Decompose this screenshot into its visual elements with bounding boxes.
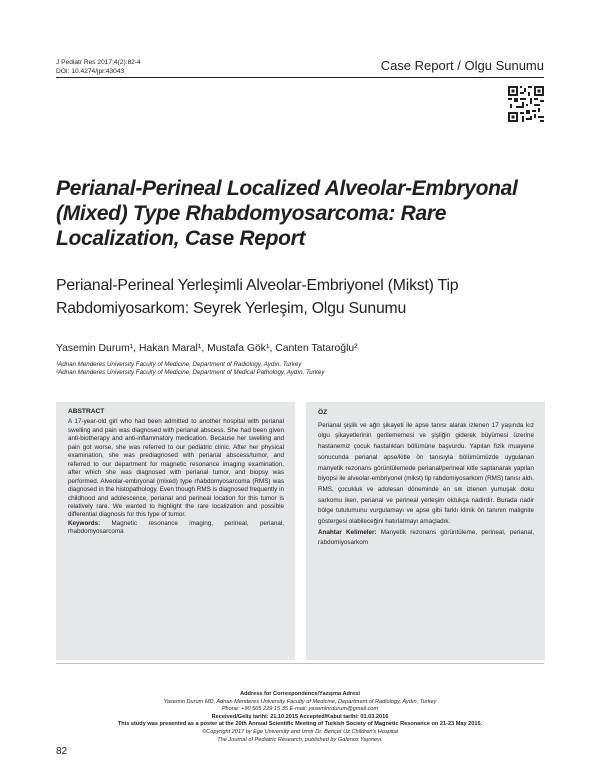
journal-citation: J Pediatr Res 2017;4(2):82-4 [56,59,141,66]
section-label: Case Report / Olgu Sunumu [380,58,544,73]
footer-divider [56,663,544,664]
presentation-note: This study was presented as a poster at the 20th Annual Scientific Meeting of Turkish Society of Magnetic Resonance on 21-23 May 2015. [117,721,483,728]
keywords-label: Keywords: [68,519,101,527]
abstract-heading: ABSTRACT [68,408,105,415]
abstract-box [56,402,295,660]
oz-text: Perianal şişlik ve ağrı şikayeti ile apse tanısı alarak izlenen 17 yaşında kız olgu şikayetlerinin gerilememesi ve şişliğin giderek büyümesi üzerine hastanemiz çocuk hastalıkları bölümüne başvurdu. Yapılan fizik muayene sonucunda perianal apse/kitle ön tanısıyla bölümümüzde uygulanan manyetik rezonans görüntülemede perianal/perineal kitle saptanarak yapılan biyopsi ile alveolar-embriyonel (mikst) tip rabdomiyosarkom (RMS) tanısı aldı. RMS, çocukluk ve adolesan döneminde en sık izlenen yumuşak doku sarkomu iken, perianal ve perineal yerleşim oldukça nadirdir. Burada nadir bölge tutulumunu vurgulamayı ve apse gibi farklı klinik ön tanının malignite göstergesi olabileceğini hatırlatmayı amaçladık. [318,421,534,526]
article-title-turkish: Perianal-Perineal Yerleşimli Alveolar-Embriyonel (Mikst) Tip Rabdomiyosarkom: Seyrek Yerleşim, Olgu Sunumu [56,277,459,317]
correspondence-heading: Address for Correspondence/Yazışma Adresi [240,691,360,697]
oz-keywords [318,528,534,549]
oz-heading: ÖZ [318,409,328,416]
journal-reference [56,58,141,76]
oz-box [306,402,545,660]
doi: DOI: 10.4274/jpr.43043 [56,68,125,75]
correspondence-block [0,691,600,744]
affiliation-2: ²Adnan Menderes University Faculty of Medicine, Department of Medical Pathology, Aydın, Turkey [56,369,325,376]
author-list: Yasemin Durum¹, Hakan Maral¹, Mustafa Gök¹, Canten Tataroğlu² [56,343,358,354]
publisher-line: The Journal of Pediatric Research, published by Galenos Yayınevi. [217,736,383,743]
article-title: Perianal-Perineal Localized Alveolar-Embryonal (Mixed) Type Rhabdomyosarcoma: Rare Localization, Case Report [56,177,518,250]
anahtar-kelimeler-label: Anahtar Kelimeler: [318,528,377,536]
abstract-keywords [68,520,284,537]
header-divider [56,77,544,78]
abstract-text: A 17-year-old girl who had been admitted to another hospital with perianal swelling and pain was diagnosed with perianal abscess. She had been given anti-biotherapy and anti-inflammatory medication. Because her swelling and pain got worse, she was referred to our pediatric clinic. After her physical examination, she was prediagnosed with perianal abscess/tumor, and referred to our department for magnetic resonance imaging examination, after which she was diagnosed with perianal tumor, and biopsy was performed. Alveolar-embryonal (mixed) type rhabdomyosarcoma (RMS) was diagnosed in the histopathology. Even though RMS is diagnosed frequently in childhood and adolescence, perianal and perineal location for this tumor is relatively rare. We wanted to highlight the rare localization and possible differential diagnosis for this type of tumor. [68,418,284,519]
correspondence-contact: Phone: +90 505 229 15 35 E-mail: yaseminrdurum@gmail.com [221,706,379,713]
received-accepted-dates: Received/Geliş tarihi: 21.10.2015 Accepted/Kabul tarihi: 01.03.2016 [211,713,389,720]
correspondence-address: Yasemin Durum MD, Adnan Menderes University Faculty of Medicine, Department of Radiology, Aydın, Turkey [163,698,437,705]
keywords-text: Magnetic resonance imaging, perineal, perianal, rhabdomyosarcoma [68,519,284,536]
anahtar-kelimeler-text: Manyetik rezonans görüntüleme, perineal, perianal, rabdomiyosarkom [318,528,534,547]
affiliation-1: ¹Adnan Menderes University Faculty of Medicine, Department of Radiology, Aydın, Turkey [56,361,302,368]
copyright-line: ©Copyright 2017 by Ege University and İzmir Dr. Behçet Uz Children's Hospital [202,728,398,735]
page-number: 82 [56,746,68,757]
qr-code-icon[interactable] [508,86,544,122]
